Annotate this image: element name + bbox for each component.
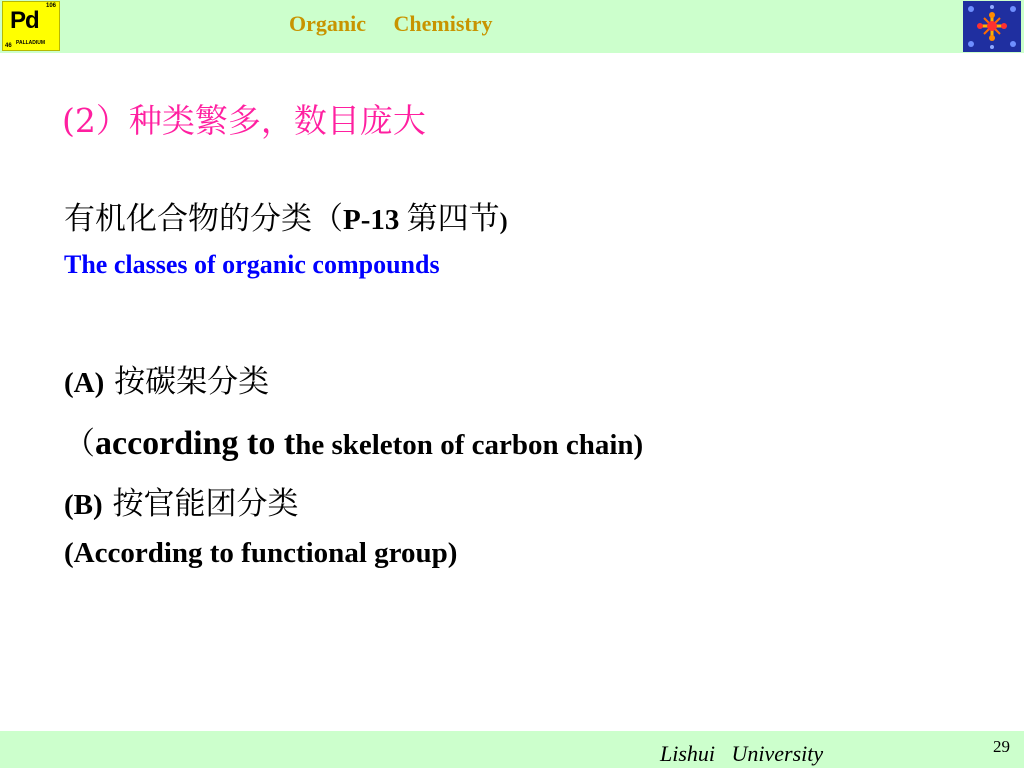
item-a-open-paren: （ <box>64 426 95 462</box>
item-a-english-part1: according to t <box>95 425 296 462</box>
element-name: PALLADIUM <box>16 40 46 46</box>
classification-title <box>64 193 508 238</box>
classification-title-text: 有机化合物的分类（ <box>64 201 343 237</box>
item-b <box>64 478 299 523</box>
header-bar <box>0 0 1024 53</box>
item-b-english: (According to functional group) <box>64 537 458 569</box>
item-a-english <box>64 418 643 463</box>
page-number: 29 <box>993 737 1010 756</box>
university-name: Lishui University <box>660 741 824 766</box>
palladium-element-logo <box>2 1 60 51</box>
element-mass: 106 <box>45 3 56 9</box>
element-symbol: Pd <box>10 7 39 34</box>
slide-heading: (2）种类繁多，数目庞大 <box>62 101 426 140</box>
item-b-label: 按官能团分类 <box>112 486 299 522</box>
item-a-english-part2: he skeleton of carbon chain) <box>295 429 644 461</box>
classification-title-english: The classes of organic compounds <box>64 250 440 279</box>
molecule-icon <box>963 1 1021 52</box>
element-number: 46 <box>5 43 12 49</box>
item-a-marker: (A) <box>64 367 105 399</box>
header-title: Organic Chemistry <box>289 11 493 36</box>
item-a-label: 按碳架分类 <box>114 364 270 400</box>
item-b-marker: (B) <box>64 489 103 521</box>
footer-bar <box>0 731 1024 768</box>
page-reference: P-13 <box>343 204 407 236</box>
item-a <box>64 356 269 401</box>
section-label: 第四节 <box>406 201 500 237</box>
closing-paren: ) <box>499 209 508 235</box>
